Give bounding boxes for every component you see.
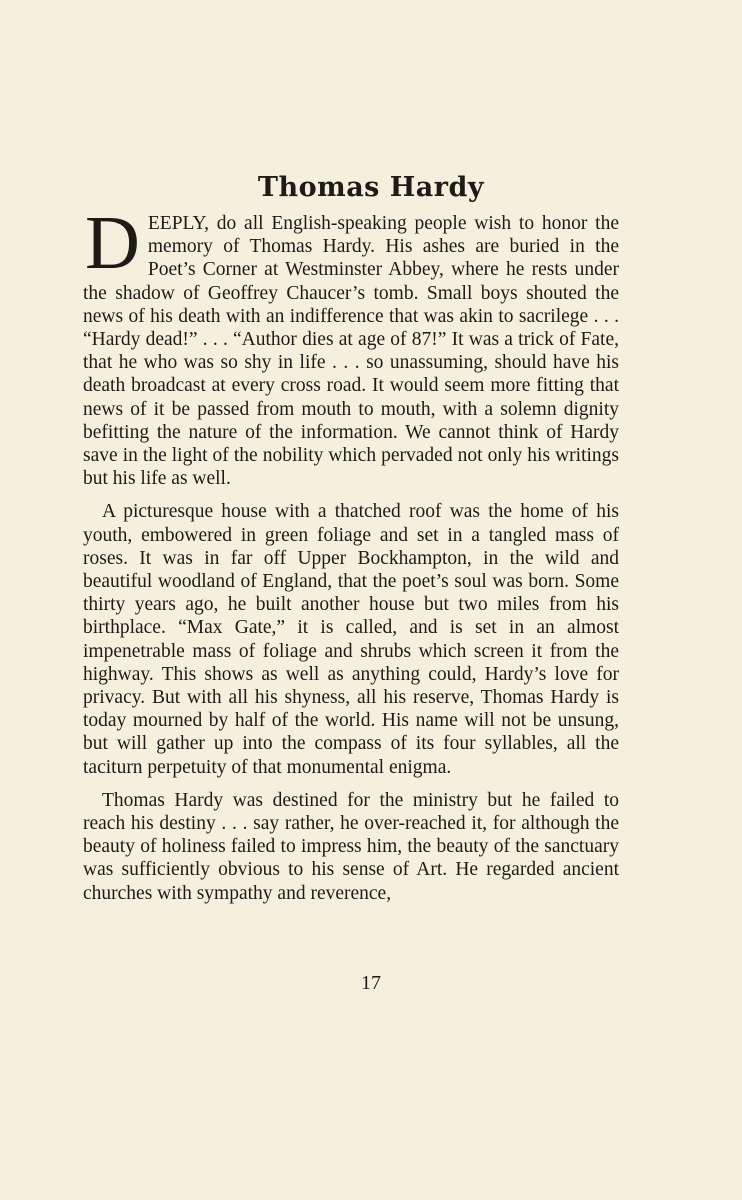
chapter-title: Thomas Hardy: [257, 172, 485, 203]
paragraph-1-text: EEPLY, do all English-speaking people wish to honor the memory of Thomas Hardy. His ashes are buried in the Poet’s Corner at Westminster Abbey, where he rests under the shadow of Geoffrey Chaucer’s tomb. Small boys shouted the news of his death with an indifference that was akin to sacrilege . . . “Hardy dead!” . . . “Author dies at age of 87!” It was a trick of Fate, that he who was so shy in life . . . so unassuming, should have his death broadcast at every cross road. It would seem more fitting that news of it be passed from mouth to mouth, with a solemn dignity befitting the nature of the information. We cannot think of Hardy save in the light of the nobility which pervaded not only his writings but his life as well.: [83, 213, 619, 490]
page-number: 17: [361, 972, 381, 994]
paragraph-3: Thomas Hardy was destined for the ministry but he failed to reach his destiny . . . say rather, he over-reached it, for although the beauty of holiness failed to impress him, the beauty of the sanctuary was sufficiently obvious to his sense of Art. He regarded ancient churches with sympathy and reverence,: [83, 789, 619, 904]
drop-cap: D: [85, 201, 140, 285]
paragraph-2: A picturesque house with a thatched roof was the home of his youth, embowered in green foliage and set in a tangled mass of roses. It was in far off Upper Bockhampton, in the wild and beautiful woodland of England, that the poet’s soul was born. Some thirty years ago, he built another house but two miles from his birthplace. “Max Gate,” it is called, and is set in an almost impenetrable mass of foliage and shrubs which screen it from the highway. This shows as well as anything could, Hardy’s love for privacy. But with all his shyness, all his reserve, Thomas Hardy is today mourned by half of the world. His name will not be unsung, but will gather up into the compass of its four syllables, all the taciturn perpetuity of that monumental enigma.: [83, 501, 619, 778]
paragraph-1: [83, 201, 619, 490]
body-text: [83, 201, 619, 905]
